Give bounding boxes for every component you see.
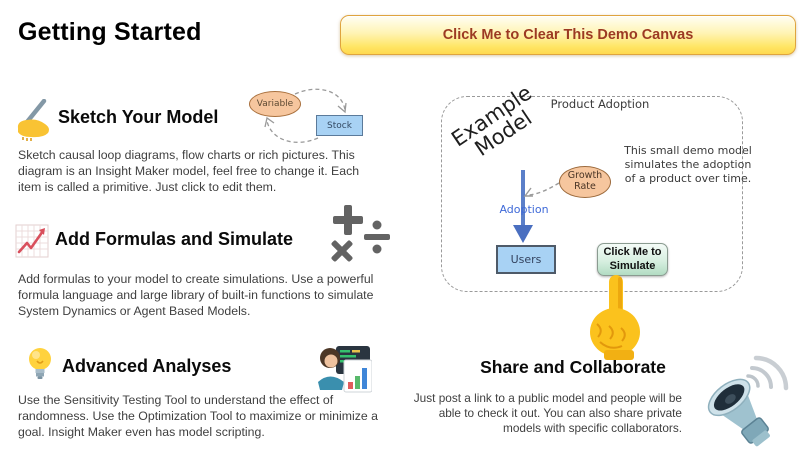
heavy-multiply-icon — [329, 238, 355, 264]
growth-rate-primitive[interactable] — [559, 166, 611, 198]
chart-increasing-icon — [15, 224, 49, 258]
variable-primitive-label: Variable — [256, 99, 294, 109]
clear-demo-canvas-button-label: Click Me to Clear This Demo Canvas — [442, 27, 694, 43]
heavy-divide-icon — [363, 220, 391, 254]
variable-primitive[interactable] — [249, 91, 301, 117]
page-title: Getting Started — [18, 18, 202, 46]
share-and-collaborate-description: Just post a link to a public model and people will be able to check it out. You can also share private models with specific collaborators. — [413, 391, 682, 436]
speaker-high-volume-icon — [694, 350, 794, 454]
clear-demo-canvas-button[interactable] — [340, 15, 796, 55]
adoption-flow-label[interactable]: Adoption — [499, 203, 549, 216]
simulate-button-label: Click Me to Simulate — [603, 245, 662, 272]
sketch-your-model-heading: Sketch Your Model — [58, 107, 219, 127]
share-and-collaborate-heading: Share and Collaborate — [480, 357, 666, 377]
add-formulas-heading: Add Formulas and Simulate — [55, 229, 294, 249]
technologist-with-bar-chart-icon — [316, 346, 372, 394]
index-pointing-up-icon — [588, 274, 644, 360]
growth-rate-primitive-label: Growth Rate — [567, 170, 603, 192]
heavy-plus-icon — [333, 205, 363, 235]
sketch-your-model-description: Sketch causal loop diagrams, flow charts or rich pictures. This diagram is an Insight Maker model, feel free to change it. Each item is called a primitive. Just click to edit them. — [18, 148, 360, 194]
stock-primitive-label: Stock — [327, 120, 352, 131]
add-formulas-description: Add formulas to your model to create simulations. Use a powerful formula language and large library of built-in functions to simulate System Dynamics or Agent Based Models. — [18, 272, 374, 318]
demo-model-note[interactable]: This small demo model simulates the adoption of a product over time. — [624, 144, 752, 185]
advanced-analyses-heading: Advanced Analyses — [62, 356, 232, 376]
users-stock-primitive-label: Users — [510, 253, 542, 266]
advanced-analyses-description: Use the Sensitivity Testing Tool to understand the effect of randomness. Use the Optimization Tool to maximize or minimize a goal. Insight Maker even has model scripting. — [18, 393, 378, 439]
users-stock-primitive[interactable] — [496, 245, 556, 274]
example-model-watermark[interactable]: Example Model — [447, 80, 537, 162]
product-adoption-frame-label: Product Adoption — [550, 97, 650, 111]
stock-primitive[interactable] — [316, 115, 363, 136]
light-bulb-icon — [27, 347, 53, 381]
writing-hand-icon — [13, 99, 53, 141]
simulate-button[interactable] — [597, 243, 668, 276]
